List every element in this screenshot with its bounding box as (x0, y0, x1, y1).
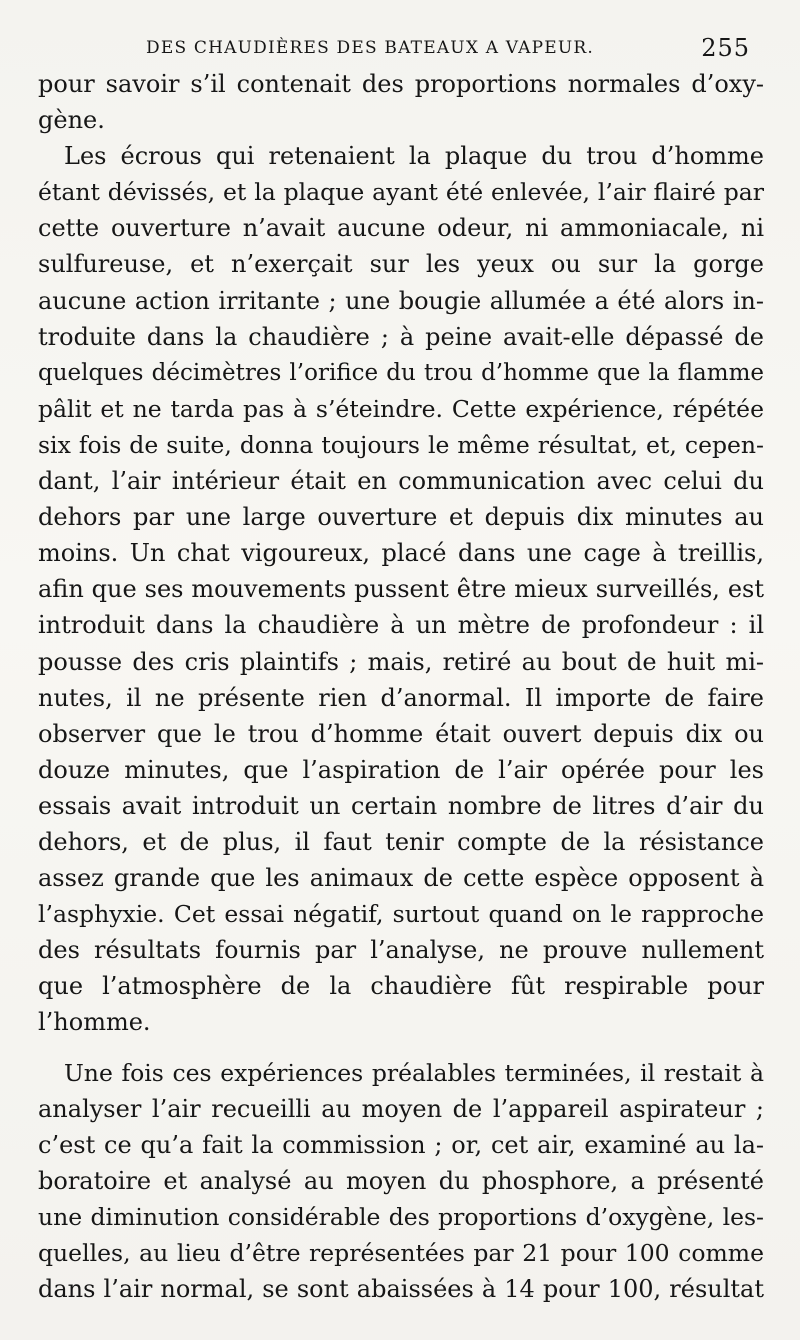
text-line: afin que ses mouvements pussent être mieux surveillés, est (38, 575, 764, 604)
text-line: gène. (38, 106, 105, 135)
text-line: des résultats fournis par l’analyse, ne prouve nullement (38, 936, 764, 965)
text-line: sulfureuse, et n’exerçait sur les yeux ou sur la gorge (38, 250, 764, 279)
paragraph (38, 1055, 764, 1308)
running-title: DES CHAUDIÈRES DES BATEAUX A VAPEUR. (146, 38, 594, 58)
text-line: l’asphyxie. Cet essai négatif, surtout quand on le rapproche (38, 900, 764, 929)
text-line: dant, l’air intérieur était en communication avec celui du (38, 467, 764, 496)
text-line: pâlit et ne tarda pas à s’éteindre. Cette expérience, répétée (38, 394, 764, 423)
text-line: aucune action irritante ; une bougie allumée a été alors in- (38, 286, 764, 315)
text-line: quelques décimètres l’orifice du trou d’homme que la flamme (38, 359, 764, 386)
running-head (38, 30, 764, 66)
text-line: dehors par une large ouverture et depuis dix minutes au (38, 503, 764, 532)
text-line: c’est ce qu’a fait la commission ; or, cet air, examiné au la- (38, 1130, 764, 1159)
paragraph (38, 138, 764, 1040)
text-line: assez grande que les animaux de cette espèce opposent à (38, 864, 764, 893)
paragraph (38, 66, 764, 138)
body-text (38, 66, 764, 1307)
page-number: 255 (701, 34, 750, 62)
text-line: douze minutes, que l’aspiration de l’air opérée pour les (38, 755, 764, 784)
text-line: moins. Un chat vigoureux, placé dans une cage à treillis, (38, 539, 764, 568)
text-line: que l’atmosphère de la chaudière fût respirable pour (38, 972, 764, 1001)
text-line: cette ouverture n’avait aucune odeur, ni ammoniacale, ni (38, 214, 764, 243)
text-line: analyser l’air recueilli au moyen de l’appareil aspirateur ; (38, 1094, 764, 1123)
text-line: six fois de suite, donna toujours le même résultat, et, cepen- (38, 430, 764, 459)
text-line: essais avait introduit un certain nombre de litres d’air du (38, 791, 764, 820)
text-line: dans l’air normal, se sont abaissées à 14 pour 100, résultat (38, 1275, 764, 1304)
text-line: quelles, au lieu d’être représentées par 21 pour 100 comme (38, 1239, 764, 1267)
text-line: dehors, et de plus, il faut tenir compte de la résistance (38, 827, 764, 856)
text-line: pousse des cris plaintifs ; mais, retiré au bout de huit mi- (38, 647, 764, 676)
text-line: nutes, il ne présente rien d’anormal. Il importe de faire (38, 683, 764, 712)
text-line: Une fois ces expériences préalables terminées, il restait à (64, 1058, 764, 1087)
text-line: boratoire et analysé au moyen du phosphore, a présenté (38, 1166, 764, 1195)
text-line: pour savoir s’il contenait des proportions normales d’oxy- (38, 70, 764, 98)
text-line: une diminution considérable des proportions d’oxygène, les- (38, 1202, 764, 1231)
text-line: observer que le trou d’homme était ouvert depuis dix ou (38, 719, 764, 748)
text-line: Les écrous qui retenaient la plaque du trou d’homme (64, 142, 764, 171)
text-line: troduite dans la chaudière ; à peine avait-elle dépassé de (38, 322, 764, 351)
text-line: étant dévissés, et la plaque ayant été enlevée, l’air flairé par (38, 178, 764, 207)
text-line: introduit dans la chaudière à un mètre de profondeur : il (38, 611, 764, 640)
text-line: l’homme. (38, 1008, 151, 1037)
